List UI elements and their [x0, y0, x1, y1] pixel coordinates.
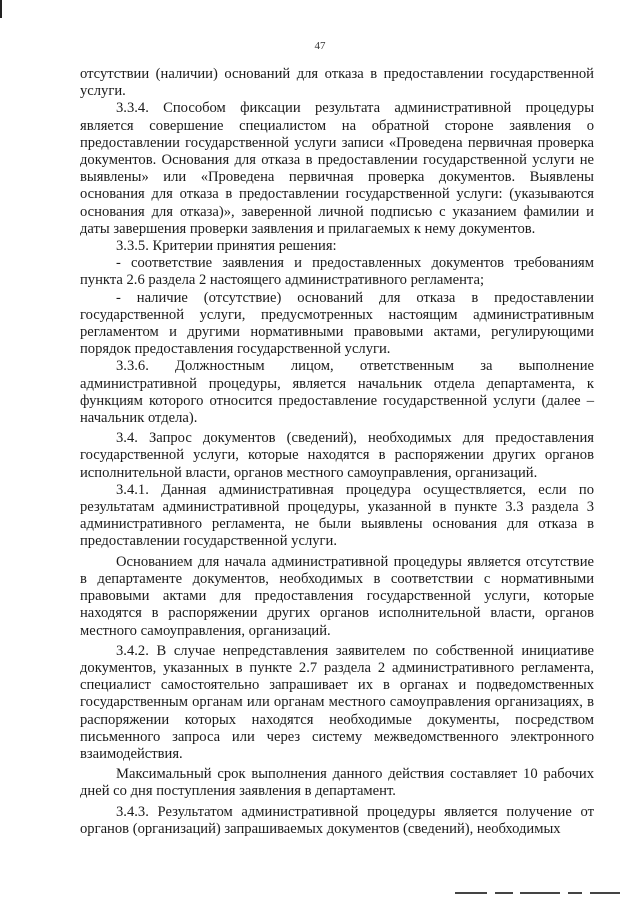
paragraph-3-3-6: 3.3.6. Должностным лицом, ответственным за выполнение административной процедуры, является начальник отдела департамента, к функциям которого относится предоставление государственной услуги (далее – начальник отдела).	[80, 358, 594, 427]
paragraph-max-term: Максимальный срок выполнения данного действия составляет 10 рабочих дней со дня поступления заявления в департамент.	[80, 766, 594, 800]
paragraph-3-4-2: 3.4.2. В случае непредставления заявителем по собственной инициативе документов, указанных в пункте 2.7 раздела 2 административного регламента, специалист самостоятельно запрашивает их в органах и подведомственных государственным органам или органам местного самоуправления организациях, в распоряжении которых находятся необходимые документы, посредством письменного запроса или через систему межведомственного электронного взаимодействия.	[80, 642, 594, 762]
page-number: 47	[314, 40, 326, 52]
paragraph-3-3-4: 3.3.4. Способом фиксации результата административной процедуры является совершение специалистом на обратной стороне заявления о предоставлении государственной услуги записи «Проведена первичная проверка документов. Основания для отказа в предоставлении государственной услуги не выявлены» или «Проведена первичная проверка документов. Выявлены основания для отказа в предоставлении государственной услуги: (указываются основания для отказа)», заверенной личной подписью с указанием фамилии и даты завершения проверки заявления и прилагаемых к нему документов.	[80, 100, 594, 237]
scan-dash-mark	[455, 892, 487, 894]
paragraph-3-4-3: 3.4.3. Результатом административной процедуры является получение от органов (организаций) запрашиваемых документов (сведений), необходимых	[80, 803, 594, 837]
paragraph-continuation: отсутствии (наличии) оснований для отказа в предоставлении государственной услуги.	[80, 66, 594, 100]
document-body	[80, 66, 594, 838]
scan-edge-mark	[0, 0, 2, 18]
paragraph-3-4: 3.4. Запрос документов (сведений), необходимых для предоставления государственной услуги, которые находятся в распоряжении других органов исполнительной власти, органов местного самоуправления, организаций.	[80, 430, 594, 481]
paragraph-3-4-1: 3.4.1. Данная административная процедура осуществляется, если по результатам административной процедуры, указанной в пункте 3.3 раздела 3 административного регламента, не были выявлены основания для отказа в предоставлении государственной услуги.	[80, 481, 594, 550]
paragraph-basis: Основанием для начала административной процедуры является отсутствие в департаменте документов, необходимых в соответствии с нормативными правовыми актами для предоставления государственной услуги, которые находятся в распоряжении других органов исполнительной власти, органов местного самоуправления, организаций.	[80, 553, 594, 639]
scan-dash-mark	[520, 892, 560, 894]
scan-dash-mark	[590, 892, 620, 894]
paragraph-3-3-5: 3.3.5. Критерии принятия решения:	[116, 238, 337, 255]
scan-dash-mark	[495, 892, 513, 894]
criteria-item-2: - наличие (отсутствие) оснований для отказа в предоставлении государственной услуги, предусмотренных настоящим административным регламентом и другими нормативными правовыми актами, регулирующими порядок предоставления государственной услуги.	[80, 289, 594, 358]
scan-dash-mark	[568, 892, 582, 894]
criteria-item-1: - соответствие заявления и предоставленных документов требованиям пункта 2.6 раздела 2 настоящего административного регламента;	[80, 255, 594, 289]
